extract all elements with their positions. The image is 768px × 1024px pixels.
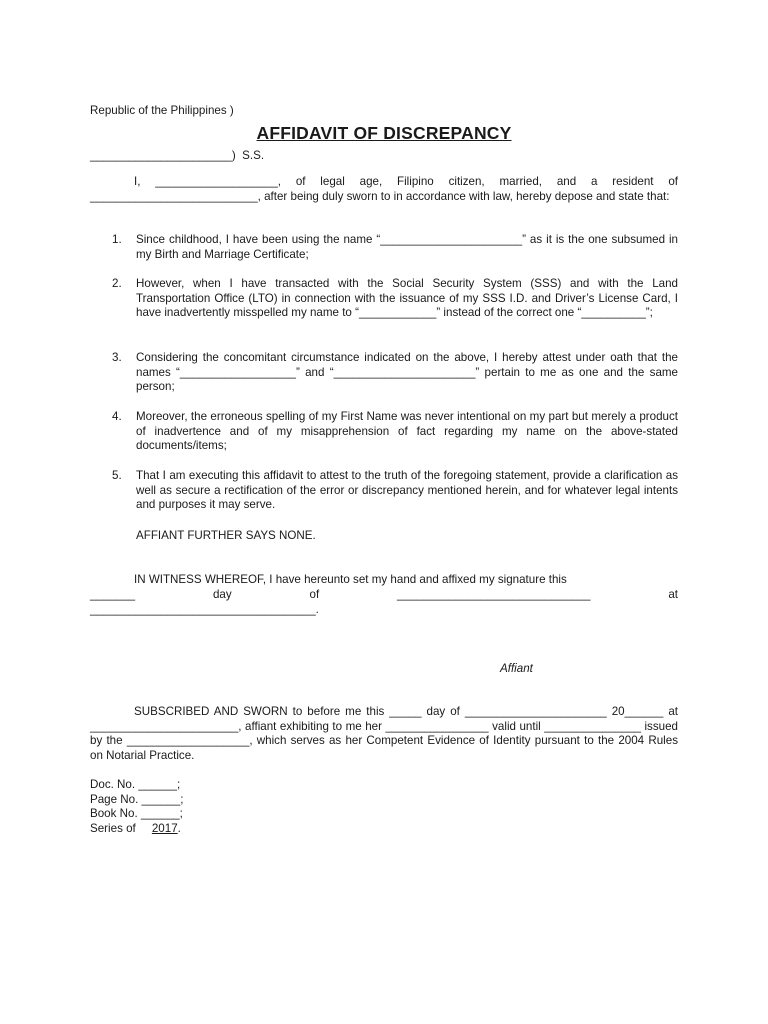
statement-text: However, when I have transacted with the Social Security System (SSS) and with the Land Transportation Office (LTO) in connection with the issuance of my SSS I.D. and Driver’s License Card, I have inadvertently misspelled my name to “____________” instead of the correct one “__________”; xyxy=(136,277,678,320)
doc-number: Doc. No. ______; xyxy=(90,778,181,791)
witness-month-blank: ______________________________ xyxy=(397,588,591,601)
jurat-paragraph: SUBSCRIBED AND SWORN to before me this _____ day of ______________________ 20______ at _______________________, affiant exhibiting to me her ________________ valid until _______________ issued by the ___________________, which serves as her Competent Evidence of Identity pursuant to the 2004 Rules on Notarial Practice. xyxy=(90,705,678,762)
statement-text: Since childhood, I have been using the name “______________________” as it is the one subsumed in my Birth and Marriage Certificate; xyxy=(136,233,678,261)
witness-at-label: at xyxy=(668,588,678,601)
venue-line-2: ______________________) S.S. xyxy=(90,149,265,162)
statement-number: 2. xyxy=(112,277,122,290)
statement-number: 3. xyxy=(112,351,122,364)
series-year: 2017 xyxy=(151,821,178,835)
statement-number: 4. xyxy=(112,410,122,423)
series-line xyxy=(90,822,183,837)
witness-paragraph: IN WITNESS WHEREOF, I have hereunto set my hand and affixed my signature this xyxy=(134,573,567,586)
document-title: AFFIDAVIT OF DISCREPANCY xyxy=(256,123,512,143)
series-suffix: . xyxy=(177,821,181,835)
statement-item-4 xyxy=(90,410,678,454)
witness-day-label: day xyxy=(212,588,232,601)
book-number: Book No. ______; xyxy=(90,807,183,821)
statement-number: 1. xyxy=(112,233,122,246)
statement-number: 5. xyxy=(112,469,122,482)
witness-blanks-row xyxy=(90,588,678,603)
statement-text: Considering the concomitant circumstance indicated on the above, I hereby attest under oath that the names “__________________” and “______________________” pertain to me as one and the same person; xyxy=(136,351,678,394)
venue-line-1: Republic of the Philippines ) xyxy=(90,104,234,117)
statement-item-1 xyxy=(90,233,678,262)
statement-item-3 xyxy=(90,351,678,395)
series-label: Series of xyxy=(90,821,152,835)
statement-text: That I am executing this affidavit to attest to the truth of the foregoing statement, provide a clarification as well as secure a rectification of the error or discrepancy mentioned herein, and for whatever legal intents and purposes it may serve. xyxy=(136,469,678,512)
page-number: Page No. ______; xyxy=(90,792,184,806)
statement-item-2 xyxy=(90,277,678,321)
affiant-signature-label: Affiant xyxy=(500,662,533,675)
statement-item-5 xyxy=(90,469,678,513)
witness-day-blank: _______ xyxy=(90,588,136,601)
notarial-register-block xyxy=(90,778,183,836)
witness-of-label: of xyxy=(309,588,320,601)
intro-paragraph: I, ___________________, of legal age, Filipino citizen, married, and a resident of __________________________, after being duly sworn to in accordance with law, hereby depose and state that: xyxy=(90,175,678,203)
statement-text: Moreover, the erroneous spelling of my First Name was never intentional on my part but merely a product of inadvertence and of my misapprehension of fact regarding my name on the above-stated documents/items; xyxy=(136,410,678,453)
witness-place-blank: ___________________________________. xyxy=(90,603,319,616)
affiant-further-says-none: AFFIANT FURTHER SAYS NONE. xyxy=(136,529,316,542)
